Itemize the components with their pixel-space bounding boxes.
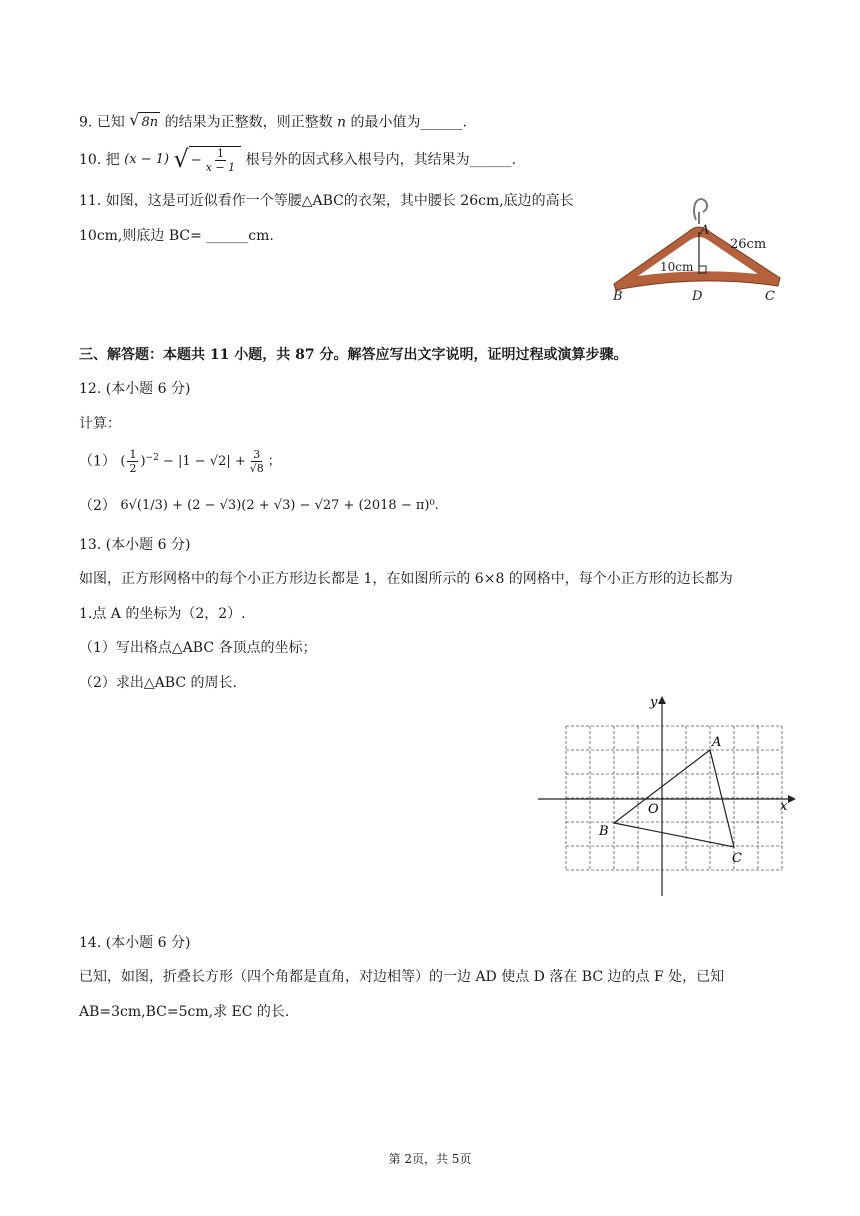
q12-part1 [79,448,281,475]
p1-exp: −2 [145,453,159,463]
q14-line1: 已知，如图，折叠长方形（四个角都是直角，对边相等）的一边 AD 使点 D 落在 BC 边的点 F 处，已知 [79,969,725,985]
p1-fden: √8 [249,462,264,475]
q10-prefix: 10. 把 [79,152,120,168]
origin-label: O [648,802,659,817]
q9-sqrt: √ 8n [129,112,160,133]
q13-header: 13. (本小题 6 分) [79,537,191,553]
p1-fnum: 3 [253,448,261,461]
grid-lines [566,726,782,870]
q14-line2: AB=3cm,BC=5cm,求 EC 的长. [79,1004,290,1020]
p1-abs: |1 − √2| [177,453,231,469]
hanger-label-side: 26cm [730,237,767,252]
x-axis-label: x [780,799,788,814]
hanger-label-c: C [765,289,775,304]
grid-label-a: A [712,735,722,750]
q9-var: n [337,114,347,131]
hanger-label-a: A [700,223,710,238]
grid-figure [536,692,798,898]
hanger-hook [694,199,707,220]
x-axis-arrow [788,795,796,803]
hanger-label-b: B [613,289,623,304]
y-axis-label: y [650,695,658,710]
p1-base-num: 1 [129,448,137,461]
q12-part2 [79,496,439,516]
q9-suffix: 的结果为正整数，则正整数 [164,114,333,131]
page-footer: 第 2页，共 5页 [388,1152,472,1166]
q13-line4: （2）求出△ABC 的周长. [79,675,237,691]
q10-suffix: 根号外的因式移入根号内，其结果为______. [245,152,517,168]
q10-num: 1 [216,147,224,160]
grid-label-b: B [599,824,609,839]
q14-header: 14. (本小题 6 分) [79,935,191,951]
q12-p2-expr: 6√(1/3) + (2 − √3)(2 + √3) − √27 + (2018 − π)⁰. [120,498,439,513]
q12-p2-label: （2） [79,498,116,514]
q12-header: 12. (本小题 6 分) [79,381,191,397]
q12-p1-expr: ( $\frac{1}{2}$ ) $^{-2}$ − |1 − √2| + $\frac{3}{√8}$ ； [120,448,281,475]
q9-tail: 的最小值为______. [350,114,467,131]
hanger-label-d: D [692,289,703,304]
hanger-figure [608,192,788,304]
grid-label-c: C [732,851,742,866]
q13-line1: 如图，正方形网格中的每个小正方形边长都是 1，在如图所示的 6×8 的网格中，每个小正方形的边长都为 [79,571,733,587]
p1-plus: + [234,453,246,469]
q10-factor: (x − 1) [124,152,170,167]
q10-sqrt: √ − $\frac{1}{x - 1}$ [174,146,242,174]
y-axis-arrow [658,696,666,704]
q10-den: x − 1 [205,161,236,174]
q11-line1: 11. 如图，这是可近似看作一个等腰△ABC的衣架，其中腰长 26cm,底边的高长 [79,193,574,209]
q13-line2: 1.点 A 的坐标为（2，2）. [79,606,246,622]
q9-prefix: 9. 已知 [79,114,125,131]
question-10 [79,146,516,174]
q13-line3: （1）写出格点△ABC 各顶点的坐标； [79,640,317,656]
q12-p1-label: （1） [79,453,116,470]
hanger-label-height: 10cm [660,260,694,274]
q11-line2: 10cm,则底边 BC= ______cm. [79,228,274,244]
q9-radicand: 8n [139,112,160,133]
p1-end: ； [267,453,281,469]
section-3-title: 三、解答题：本题共 11 小题，共 87 分。解答应写出文字说明，证明过程或演算步骤。 [79,347,628,363]
q12-intro: 计算： [79,416,121,432]
p1-base-den: 2 [129,462,137,475]
question-9 [79,112,467,133]
